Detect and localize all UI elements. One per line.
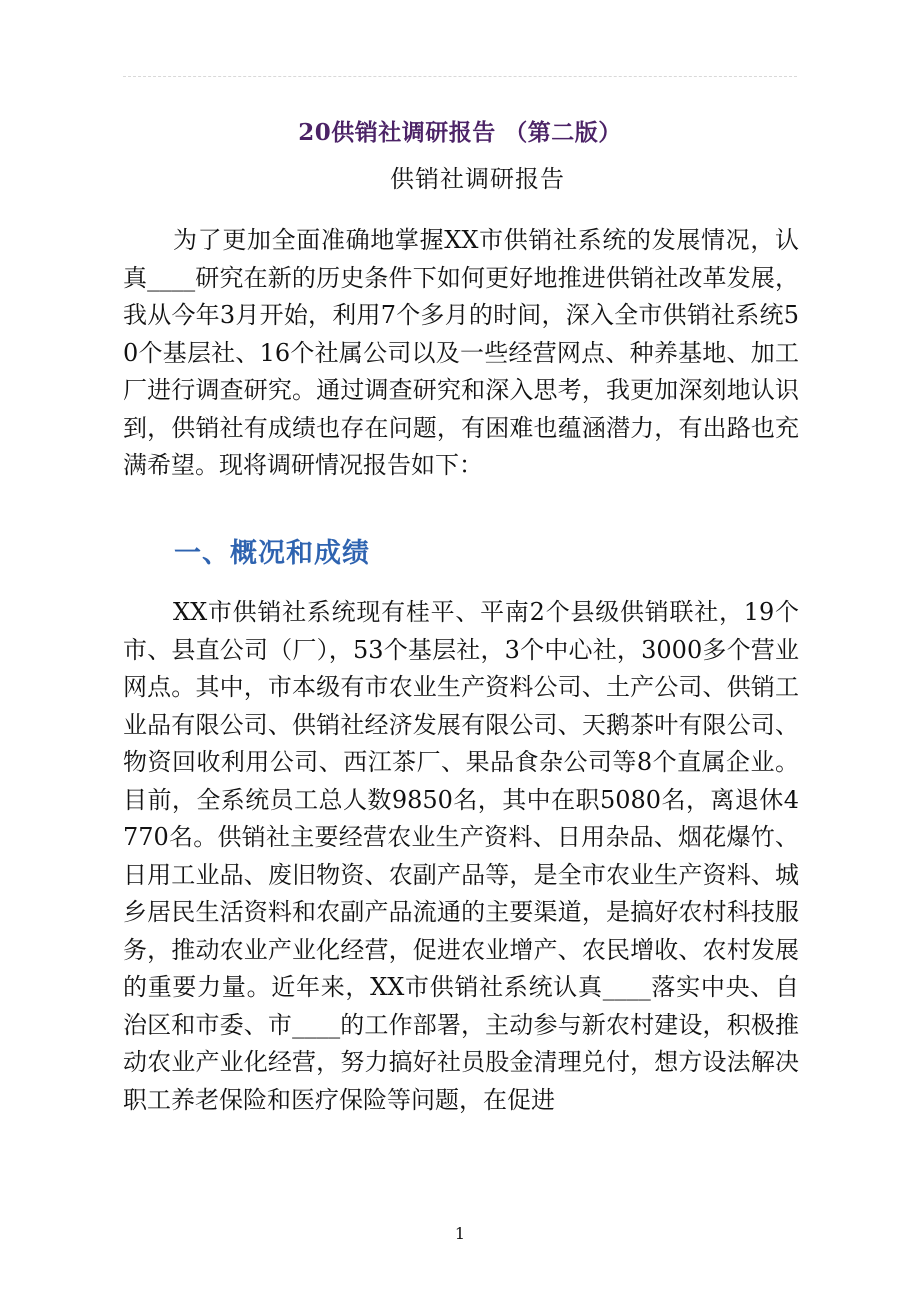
overview-paragraph: XX市供销社系统现有桂平、平南2个县级供销联社，19个市、县直公司（厂），53个基层社，3个中心社，3000多个营业网点。其中，市本级有市农业生产资料公司、土产公司、供销工业品有限公司、供销社经济发展有限公司、天鹅茶叶有限公司、物资回收利用公司、西江茶厂、果品食杂公司等8个直属企业。目前，全系统员工总人数9850名，其中在职5080名，离退休4770名。供销社主要经营农业生产资料、日用杂品、烟花爆竹、日用工业品、废旧物资、农副产品等，是全市农业生产资料、城乡居民生活资料和农副产品流通的主要渠道，是搞好农村科技服务，推动农业产业化经营，促进农业增产、农民增收、农村发展的重要力量。近年来，XX市供销社系统认真____落实中央、自治区和市委、市____的工作部署，主动参与新农村建设，积极推动农业产业化经营，努力搞好社员股金清理兑付，想方设法解决职工养老保险和医疗保险等问题，在促进 <box>123 598 799 1114</box>
page-number: 1 <box>454 1224 466 1243</box>
intro-paragraph: 为了更加全面准确地掌握XX市供销社系统的发展情况，认真____研究在新的历史条件下如何更好地推进供销社改革发展，我从今年3月开始，利用7个多月的时间，深入全市供销社系统50个基层社、16个社属公司以及一些经营网点、种养基地、加工厂进行调查研究。通过调查研究和深入思考，我更加深刻地认识到，供销社有成绩也存在问题，有困难也蕴涵潜力，有出路也充满希望。现将调研情况报告如下： <box>123 226 799 479</box>
header-divider <box>123 76 797 77</box>
document-title: 20供销社调研报告 （第二版） <box>298 119 622 146</box>
section-heading-overview: 一、概况和成绩 <box>174 538 370 569</box>
document-subtitle: 供销社调研报告 <box>390 165 565 193</box>
